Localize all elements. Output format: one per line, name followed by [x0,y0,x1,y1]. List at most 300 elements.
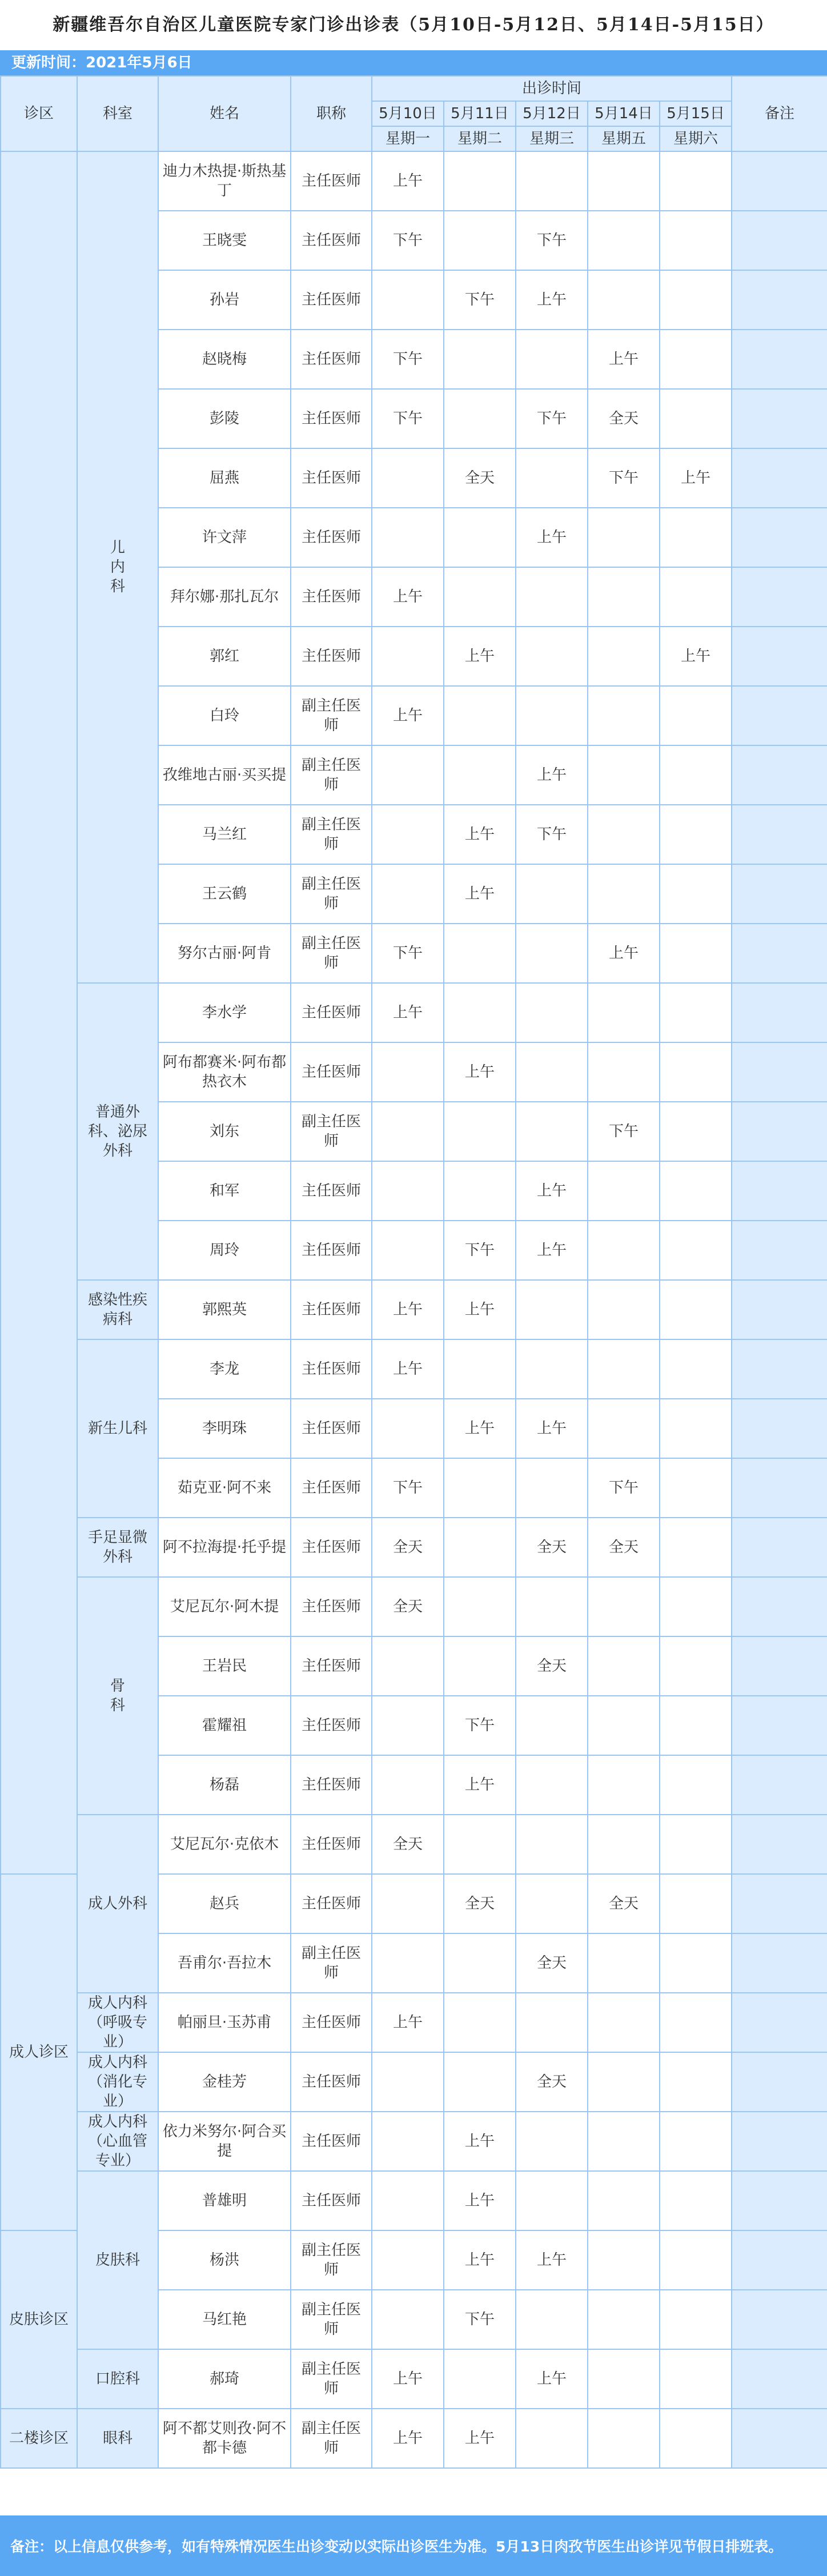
schedule-cell [372,2290,444,2349]
doctor-title: 主任医师 [291,508,372,567]
remark-cell [732,686,827,745]
schedule-cell [372,1102,444,1161]
schedule-cell [660,924,732,983]
doctor-name: 郝琦 [158,2349,291,2409]
doctor-title: 主任医师 [291,2171,372,2230]
header-weekday: 星期二 [444,126,516,151]
schedule-cell: 上午 [444,627,516,686]
doctor-name: 马红艳 [158,2290,291,2349]
schedule-cell [660,983,732,1042]
doctor-title: 副主任医师 [291,745,372,805]
schedule-cell [588,1696,660,1755]
schedule-cell [588,2052,660,2112]
schedule-cell: 上午 [372,1993,444,2052]
schedule-cell [660,686,732,745]
remark-cell [732,2409,827,2468]
doctor-name: 王云鹤 [158,864,291,924]
schedule-cell: 上午 [516,508,588,567]
doctor-title: 副主任医师 [291,2409,372,2468]
schedule-cell: 下午 [588,448,660,508]
schedule-cell [516,983,588,1042]
schedule-cell [516,330,588,389]
remark-cell [732,983,827,1042]
schedule-cell: 上午 [372,2349,444,2409]
schedule-cell [588,745,660,805]
table-row [1,1280,827,1339]
table-row [1,2112,827,2171]
doctor-title: 副主任医师 [291,2230,372,2290]
schedule-cell [660,508,732,567]
schedule-cell [372,2171,444,2230]
schedule-cell [516,2171,588,2230]
schedule-cell [660,1339,732,1399]
doctor-name: 彭陵 [158,389,291,448]
schedule-cell: 上午 [372,686,444,745]
table-header [1,76,827,151]
header-date: 5月12日 [516,101,588,126]
remark-cell [732,330,827,389]
schedule-cell [588,1933,660,1993]
schedule-cell [444,1102,516,1161]
header-weekday: 星期六 [660,126,732,151]
schedule-cell [516,567,588,627]
schedule-cell [444,1577,516,1636]
remark-cell [732,1577,827,1636]
header-name: 姓名 [158,76,291,151]
schedule-cell: 下午 [444,1221,516,1280]
doctor-name: 杨磊 [158,1755,291,1815]
schedule-cell [516,151,588,211]
schedule-cell [372,2230,444,2290]
remark-cell [732,2230,827,2290]
dept-cell: 感染性疾病科 [77,1280,158,1339]
doctor-title: 主任医师 [291,627,372,686]
header-date: 5月10日 [372,101,444,126]
schedule-cell [588,864,660,924]
schedule-cell [372,270,444,330]
schedule-cell [660,805,732,864]
doctor-name: 李水学 [158,983,291,1042]
dept-cell: 成人内科（心血管专业） [77,2112,158,2171]
update-time-bar: 更新时间：2021年5月6日 [0,50,827,75]
doctor-title: 主任医师 [291,1518,372,1577]
remark-cell [732,508,827,567]
doctor-title: 主任医师 [291,983,372,1042]
remark-cell [732,1755,827,1815]
schedule-cell [588,2290,660,2349]
schedule-cell [372,1933,444,1993]
doctor-title: 主任医师 [291,1339,372,1399]
schedule-cell [444,1815,516,1874]
zone-cell: 成人诊区 [1,1874,77,2230]
schedule-cell [588,1755,660,1815]
doctor-title: 主任医师 [291,1280,372,1339]
schedule-cell [516,448,588,508]
table-row [1,1993,827,2052]
schedule-cell [516,864,588,924]
doctor-name: 屈燕 [158,448,291,508]
schedule-cell [516,1339,588,1399]
schedule-cell [588,1221,660,1280]
schedule-cell: 全天 [444,448,516,508]
schedule-cell [444,330,516,389]
schedule-cell [372,1636,444,1696]
schedule-cell: 全天 [372,1815,444,1874]
schedule-cell [660,270,732,330]
schedule-cell [588,2230,660,2290]
remark-cell [732,1339,827,1399]
schedule-cell [516,1755,588,1815]
remark-cell [732,2290,827,2349]
page-title: 新疆维吾尔自治区儿童医院专家门诊出诊表（5月10日-5月12日、5月14日-5月15日） [53,15,774,35]
remark-cell [732,2112,827,2171]
schedule-cell: 上午 [444,2230,516,2290]
doctor-name: 努尔古丽·阿肯 [158,924,291,983]
schedule-cell [516,686,588,745]
schedule-cell [516,924,588,983]
schedule-cell [516,627,588,686]
schedule-cell: 上午 [516,2230,588,2290]
schedule-cell: 下午 [516,805,588,864]
doctor-title: 主任医师 [291,1696,372,1755]
schedule-cell: 上午 [444,2112,516,2171]
schedule-cell: 下午 [516,389,588,448]
schedule-cell [660,1399,732,1458]
schedule-cell [660,864,732,924]
schedule-cell: 下午 [444,270,516,330]
schedule-cell: 上午 [444,1042,516,1102]
remark-cell [732,1815,827,1874]
schedule-cell [372,627,444,686]
schedule-cell: 上午 [516,1161,588,1221]
schedule-cell [444,567,516,627]
header-weekday: 星期一 [372,126,444,151]
remark-cell [732,270,827,330]
schedule-cell [444,1339,516,1399]
schedule-cell [372,1874,444,1933]
doctor-name: 郭红 [158,627,291,686]
doctor-name: 拜尔娜·那扎瓦尔 [158,567,291,627]
doctor-title: 主任医师 [291,2112,372,2171]
schedule-cell [372,864,444,924]
schedule-cell [660,1102,732,1161]
header-date: 5月14日 [588,101,660,126]
doctor-title: 主任医师 [291,1399,372,1458]
dept-cell: 普通外科、泌尿外科 [77,983,158,1280]
dept-cell: 新生儿科 [77,1339,158,1518]
schedule-cell [588,151,660,211]
schedule-cell [444,2052,516,2112]
schedule-cell [588,1399,660,1458]
remark-cell [732,2171,827,2230]
schedule-cell [516,2290,588,2349]
schedule-cell [660,2290,732,2349]
schedule-cell [660,567,732,627]
schedule-cell [660,1518,732,1577]
schedule-table-wrap [0,75,827,2469]
schedule-cell: 上午 [660,627,732,686]
dept-cell: 手足显微外科 [77,1518,158,1577]
schedule-cell [588,508,660,567]
schedule-cell: 全天 [588,1874,660,1933]
table-row [1,2349,827,2409]
schedule-cell [660,211,732,270]
remark-cell [732,1280,827,1339]
schedule-cell: 上午 [516,270,588,330]
schedule-cell [444,983,516,1042]
schedule-cell: 上午 [372,1339,444,1399]
schedule-cell [660,2052,732,2112]
doctor-title: 主任医师 [291,211,372,270]
doctor-name: 王岩民 [158,1636,291,1696]
schedule-cell: 下午 [372,330,444,389]
doctor-name: 茹克亚·阿不来 [158,1458,291,1518]
doctor-name: 阿布都赛米·阿布都热衣木 [158,1042,291,1102]
schedule-cell [516,1874,588,1933]
schedule-cell: 上午 [444,1280,516,1339]
schedule-cell: 上午 [516,1399,588,1458]
schedule-cell [588,1339,660,1399]
schedule-cell: 全天 [516,1933,588,1993]
doctor-title: 副主任医师 [291,2349,372,2409]
doctor-title: 主任医师 [291,567,372,627]
dept-cell: 成人内科（消化专业） [77,2052,158,2112]
schedule-cell [588,627,660,686]
footer-note: 备注：以上信息仅供参考，如有特殊情况医生出诊变动以实际出诊医生为准。5月13日肉孜节医生出诊详见节假日排班表。 [0,2515,827,2576]
doctor-title: 副主任医师 [291,924,372,983]
schedule-cell [660,2349,732,2409]
schedule-cell [588,567,660,627]
schedule-cell [444,389,516,448]
schedule-cell [588,2349,660,2409]
doctor-name: 吾甫尔·吾拉木 [158,1933,291,1993]
remark-cell [732,151,827,211]
doctor-name: 郭熙英 [158,1280,291,1339]
schedule-cell [588,686,660,745]
dept-cell: 儿 内 科 [77,151,158,983]
schedule-cell: 上午 [444,864,516,924]
schedule-cell [372,1399,444,1458]
schedule-cell [660,1696,732,1755]
doctor-name: 霍耀祖 [158,1696,291,1755]
schedule-cell [444,745,516,805]
header-remark: 备注 [732,76,827,151]
table-row [1,1339,827,1399]
schedule-cell [372,1696,444,1755]
dept-cell: 口腔科 [77,2349,158,2409]
zone-cell: 二楼诊区 [1,2409,77,2468]
schedule-cell [660,1636,732,1696]
table-row [1,2052,827,2112]
doctor-name: 李明珠 [158,1399,291,1458]
doctor-title: 主任医师 [291,2052,372,2112]
schedule-cell: 上午 [372,2409,444,2468]
doctor-name: 阿不拉海提·托乎提 [158,1518,291,1577]
dept-cell: 皮肤科 [77,2171,158,2349]
schedule-cell [516,1577,588,1636]
schedule-cell [660,1815,732,1874]
doctor-title: 副主任医师 [291,805,372,864]
schedule-cell [588,1815,660,1874]
schedule-cell [516,1042,588,1102]
schedule-cell [516,2112,588,2171]
schedule-cell: 下午 [588,1458,660,1518]
doctor-title: 主任医师 [291,1815,372,1874]
remark-cell [732,1042,827,1102]
table-row [1,2409,827,2468]
schedule-cell [372,2112,444,2171]
schedule-cell [444,1933,516,1993]
doctor-name: 和军 [158,1161,291,1221]
doctor-title: 主任医师 [291,270,372,330]
schedule-cell [444,211,516,270]
schedule-cell [516,1280,588,1339]
doctor-name: 孜维地古丽·买买提 [158,745,291,805]
schedule-cell: 上午 [372,567,444,627]
header-weekday: 星期三 [516,126,588,151]
schedule-cell: 下午 [588,1102,660,1161]
doctor-title: 主任医师 [291,1458,372,1518]
schedule-cell [660,330,732,389]
schedule-cell [660,745,732,805]
remark-cell [732,805,827,864]
schedule-cell [444,1518,516,1577]
remark-cell [732,627,827,686]
doctor-name: 李龙 [158,1339,291,1399]
schedule-cell: 下午 [372,1458,444,1518]
header-title: 职称 [291,76,372,151]
remark-cell [732,1221,827,1280]
schedule-cell [372,1221,444,1280]
schedule-cell [444,924,516,983]
schedule-cell [660,1221,732,1280]
table-row [1,2171,827,2230]
schedule-cell [660,1874,732,1933]
dept-cell: 骨 科 [77,1577,158,1815]
schedule-cell [372,448,444,508]
schedule-cell: 下午 [372,924,444,983]
schedule-cell [588,983,660,1042]
header-weekday: 星期五 [588,126,660,151]
schedule-cell: 下午 [444,2290,516,2349]
dept-cell: 眼科 [77,2409,158,2468]
schedule-cell [372,1161,444,1221]
doctor-name: 艾尼瓦尔·阿木提 [158,1577,291,1636]
doctor-title: 主任医师 [291,389,372,448]
schedule-cell: 上午 [372,983,444,1042]
remark-cell [732,1399,827,1458]
schedule-cell: 全天 [588,389,660,448]
doctor-title: 主任医师 [291,1577,372,1636]
doctor-name: 帕丽旦·玉苏甫 [158,1993,291,2052]
remark-cell [732,1933,827,1993]
schedule-cell: 全天 [372,1518,444,1577]
doctor-name: 依力米努尔·阿合买提 [158,2112,291,2171]
schedule-cell: 全天 [372,1577,444,1636]
remark-cell [732,1696,827,1755]
schedule-cell [588,1993,660,2052]
schedule-cell: 全天 [516,1518,588,1577]
schedule-cell [372,1042,444,1102]
header-dept: 科室 [77,76,158,151]
remark-cell [732,2052,827,2112]
schedule-cell [660,1280,732,1339]
schedule-cell: 上午 [516,1221,588,1280]
schedule-cell [660,1993,732,2052]
doctor-name: 刘东 [158,1102,291,1161]
schedule-cell [588,1161,660,1221]
schedule-cell [516,1815,588,1874]
remark-cell [732,1874,827,1933]
schedule-cell [516,1458,588,1518]
schedule-table [0,75,827,2469]
doctor-name: 艾尼瓦尔·克依木 [158,1815,291,1874]
schedule-cell: 上午 [516,2349,588,2409]
doctor-title: 副主任医师 [291,864,372,924]
doctor-title: 主任医师 [291,1755,372,1815]
table-row [1,1815,827,1874]
schedule-cell: 上午 [444,2171,516,2230]
schedule-cell [588,211,660,270]
schedule-cell [660,2409,732,2468]
dept-cell: 成人内科（呼吸专业） [77,1993,158,2052]
remark-cell [732,1161,827,1221]
dept-cell: 成人外科 [77,1815,158,1993]
schedule-cell [372,1755,444,1815]
remark-cell [732,1102,827,1161]
schedule-cell: 上午 [444,805,516,864]
schedule-cell [588,1636,660,1696]
doctor-title: 主任医师 [291,1993,372,2052]
schedule-cell [588,270,660,330]
table-row [1,1518,827,1577]
doctor-name: 金桂芳 [158,2052,291,2112]
schedule-cell [660,1042,732,1102]
schedule-cell [516,1993,588,2052]
schedule-cell [588,2409,660,2468]
schedule-cell [444,1458,516,1518]
table-body [1,151,827,2468]
remark-cell [732,211,827,270]
schedule-cell [372,745,444,805]
doctor-title: 副主任医师 [291,686,372,745]
zone-cell [1,151,77,1874]
schedule-cell [444,686,516,745]
schedule-cell [588,2171,660,2230]
schedule-cell [660,1458,732,1518]
doctor-name: 白玲 [158,686,291,745]
doctor-title: 主任医师 [291,1874,372,1933]
doctor-title: 主任医师 [291,330,372,389]
doctor-title: 主任医师 [291,1636,372,1696]
doctor-title: 副主任医师 [291,1102,372,1161]
schedule-cell [660,1577,732,1636]
remark-cell [732,1636,827,1696]
table-row [1,1577,827,1636]
doctor-name: 迪力木热提·斯热基丁 [158,151,291,211]
doctor-name: 许文萍 [158,508,291,567]
doctor-name: 杨洪 [158,2230,291,2290]
doctor-name: 王晓雯 [158,211,291,270]
schedule-cell: 上午 [660,448,732,508]
schedule-cell [660,2112,732,2171]
header-zone: 诊区 [1,76,77,151]
doctor-title: 副主任医师 [291,1933,372,1993]
remark-cell [732,389,827,448]
remark-cell [732,864,827,924]
doctor-name: 赵晓梅 [158,330,291,389]
schedule-cell [660,389,732,448]
